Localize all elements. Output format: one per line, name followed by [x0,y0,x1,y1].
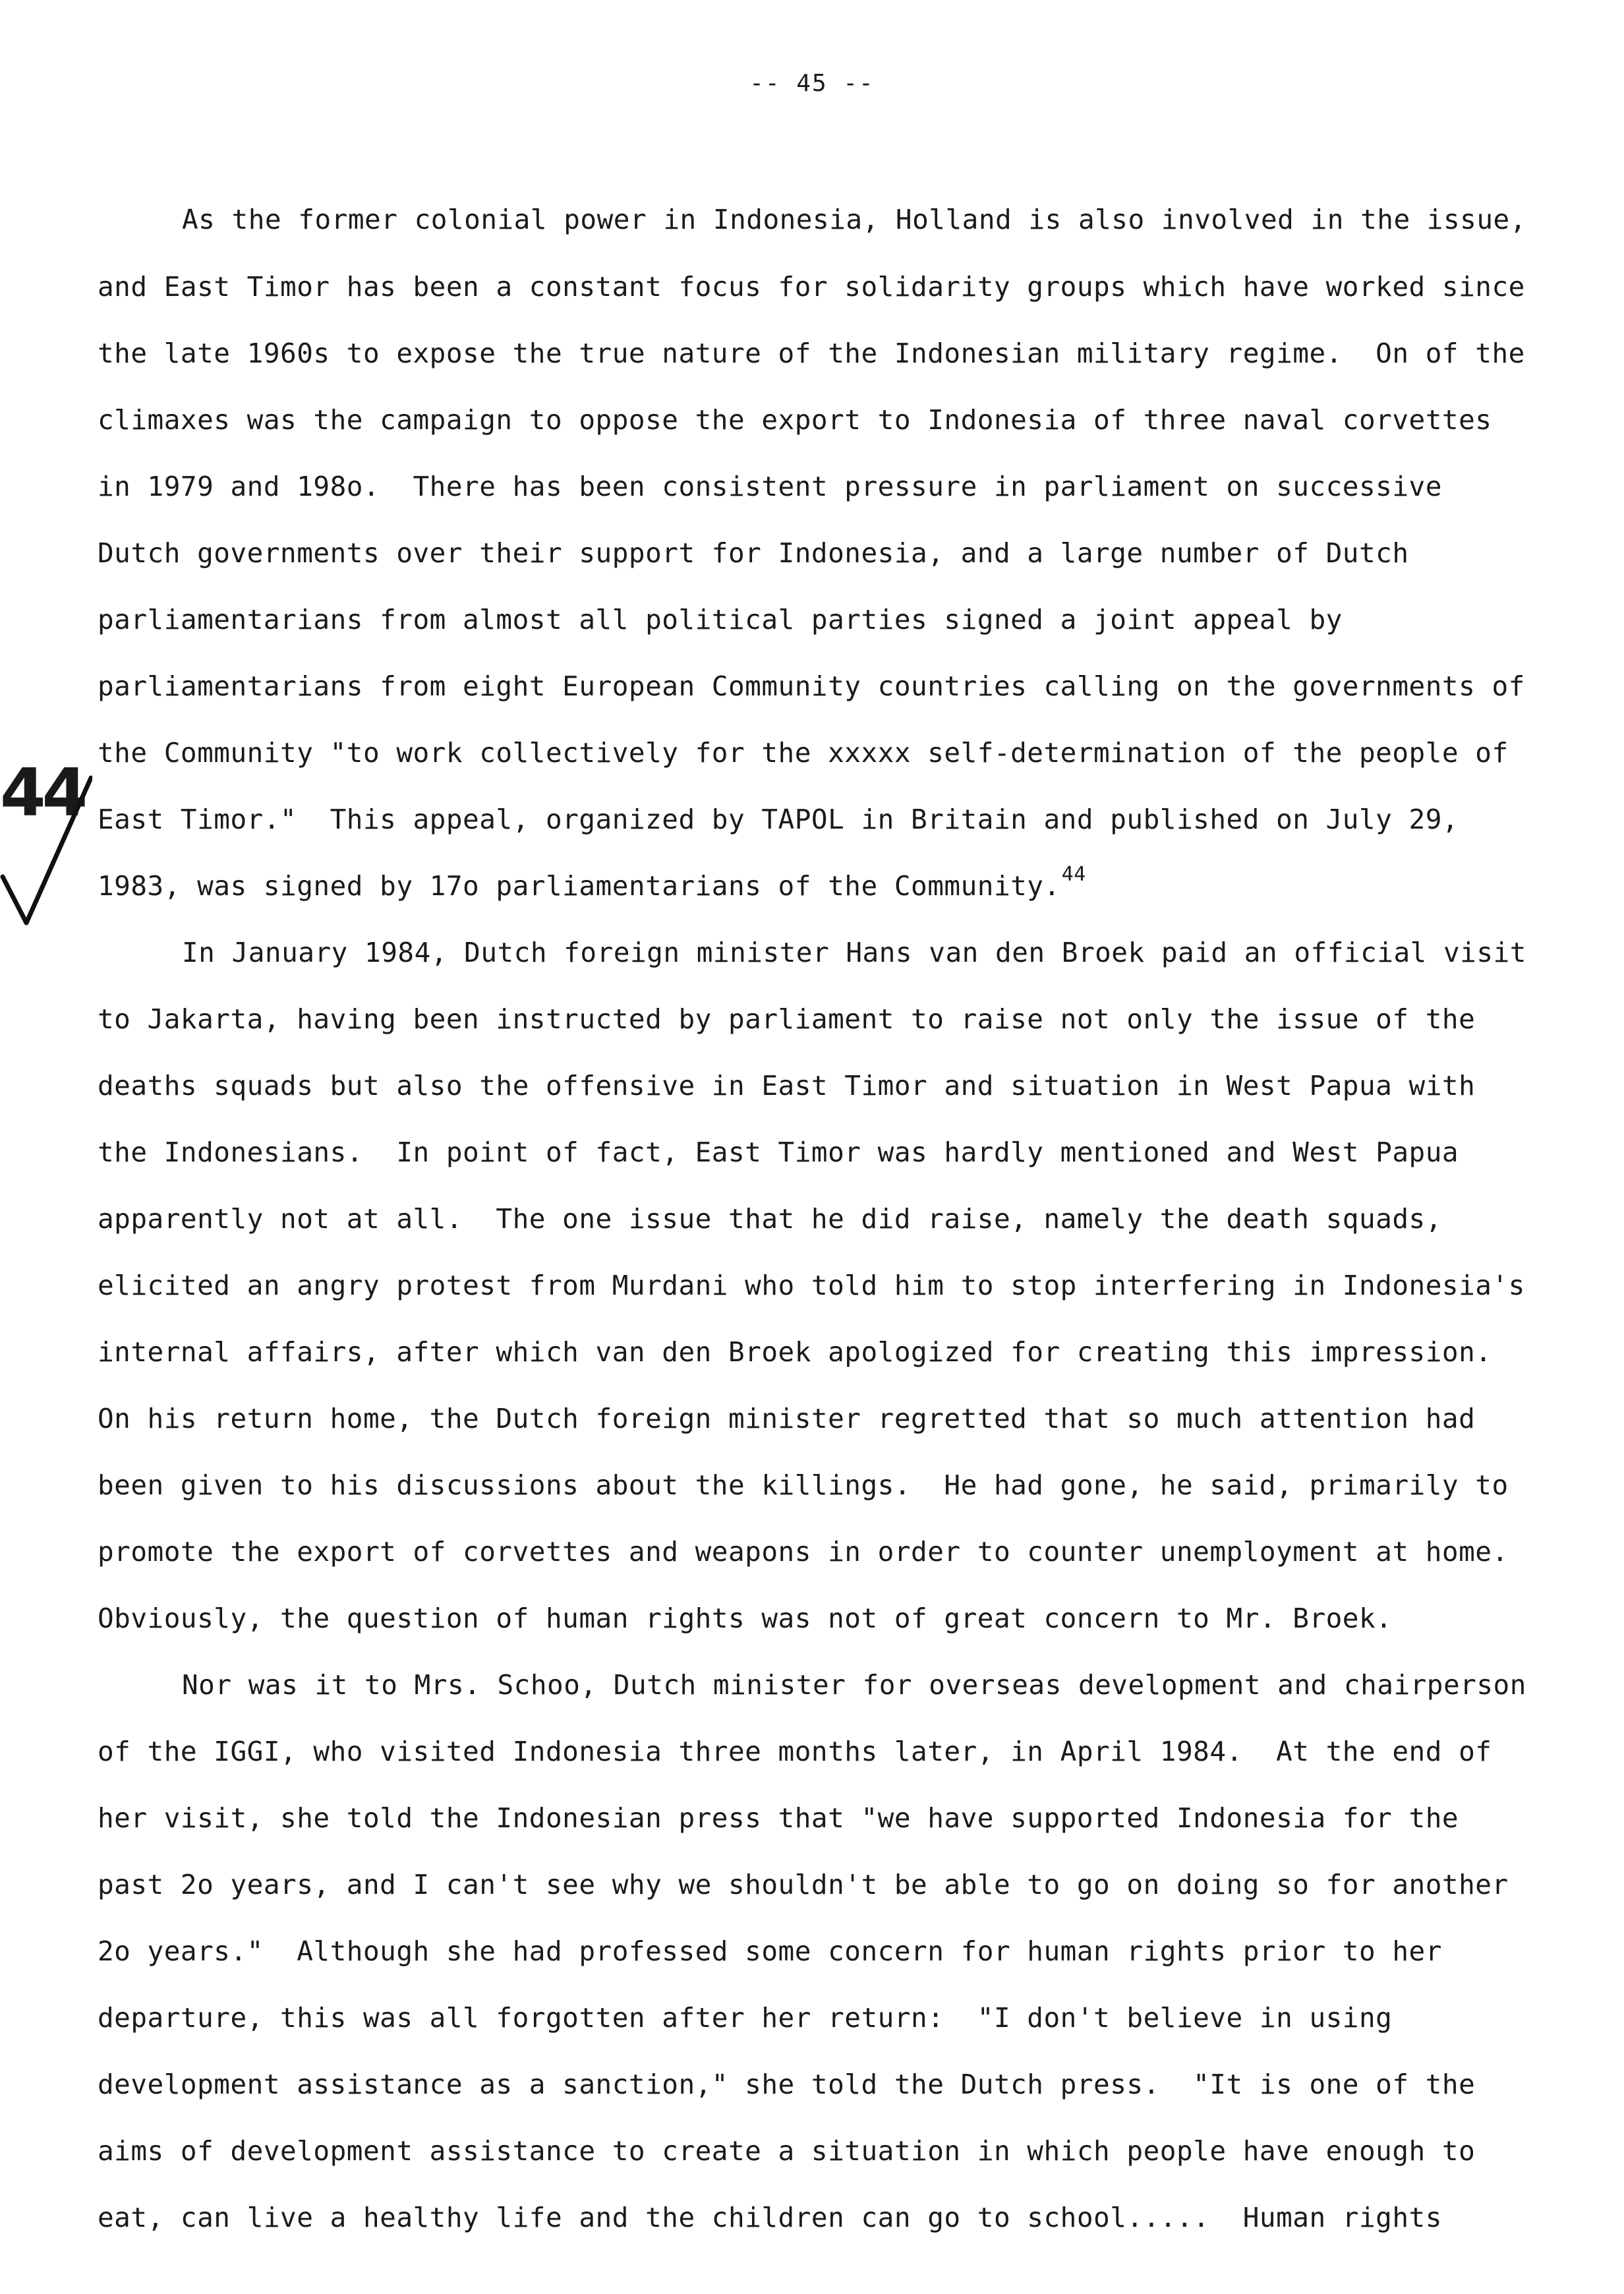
text-line: Obviously, the question of human rights was not of great concern to Mr. Broek. [98,1603,1393,1634]
text-line: and East Timor has been a constant focus for solidarity groups which have worked since [98,271,1525,303]
text-line: to Jakarta, having been instructed by parliament to raise not only the issue of the [98,1003,1476,1035]
text-line: her visit, she told the Indonesian press that "we have supported Indonesia for the [98,1802,1459,1834]
text-line: past 2o years, and I can't see why we shouldn't be able to go on doing so for another [98,1869,1509,1900]
text-line: internal affairs, after which van den Broek apologized for creating this impression. [98,1336,1492,1368]
text-line: 2o years." Although she had professed some concern for human rights prior to her [98,1935,1442,1967]
text-line: of the IGGI, who visited Indonesia three months later, in April 1984. At the end of [98,1736,1492,1767]
text-line: aims of development assistance to create a situation in which people have enough to [98,2135,1476,2167]
text-line: On his return home, the Dutch foreign minister regretted that so much attention had [98,1403,1476,1434]
text-line: the Indonesians. In point of fact, East Timor was hardly mentioned and West Papua [98,1136,1459,1168]
text-line: climaxes was the campaign to oppose the export to Indonesia of three naval corvettes [98,404,1492,436]
text-line: apparently not at all. The one issue that he did raise, namely the death squads, [98,1203,1442,1235]
text-line: the late 1960s to expose the true nature of the Indonesian military regime. On of the [98,338,1525,369]
text-line: Dutch governments over their support for Indonesia, and a large number of Dutch [98,537,1409,569]
footnote-reference: 44 [1061,863,1086,886]
margin-annotation-number: 44 [0,754,84,831]
text-line: in 1979 and 198o. There has been consistent pressure in parliament on successive [98,471,1442,502]
handwritten-checkmark-icon [0,754,92,929]
text-line: In January 1984, Dutch foreign minister Hans van den Broek paid an official visit [182,937,1526,968]
text-line: elicited an angry protest from Murdani who told him to stop interfering in Indonesia's [98,1270,1525,1301]
text-line: 1983, was signed by 17o parliamentarians of the Community. [98,870,1060,902]
page-number: -- 45 -- [749,70,875,97]
text-line: been given to his discussions about the killings. He had gone, he said, primarily to [98,1469,1509,1501]
text-line: eat, can live a healthy life and the children can go to school..... Human rights [98,2202,1442,2233]
text-line: As the former colonial power in Indonesia, Holland is also involved in the issue, [182,204,1526,235]
text-line-with-footnote [98,863,1086,906]
text-line: East Timor." This appeal, organized by TAPOL in Britain and published on July 29, [98,804,1459,835]
text-line: deaths squads but also the offensive in East Timor and situation in West Papua with [98,1070,1476,1102]
text-line: the Community "to work collectively for the xxxxx self-determination of the people of [98,737,1509,769]
text-line: promote the export of corvettes and weapons in order to counter unemployment at home. [98,1536,1509,1568]
text-line: parliamentarians from eight European Community countries calling on the governments of [98,670,1525,702]
text-line: development assistance as a sanction," she told the Dutch press. "It is one of the [98,2069,1476,2100]
text-line: parliamentarians from almost all political parties signed a joint appeal by [98,604,1343,635]
text-line: Nor was it to Mrs. Schoo, Dutch minister for overseas development and chairperson [182,1669,1526,1701]
text-line: departure, this was all forgotten after her return: "I don't believe in using [98,2002,1393,2034]
